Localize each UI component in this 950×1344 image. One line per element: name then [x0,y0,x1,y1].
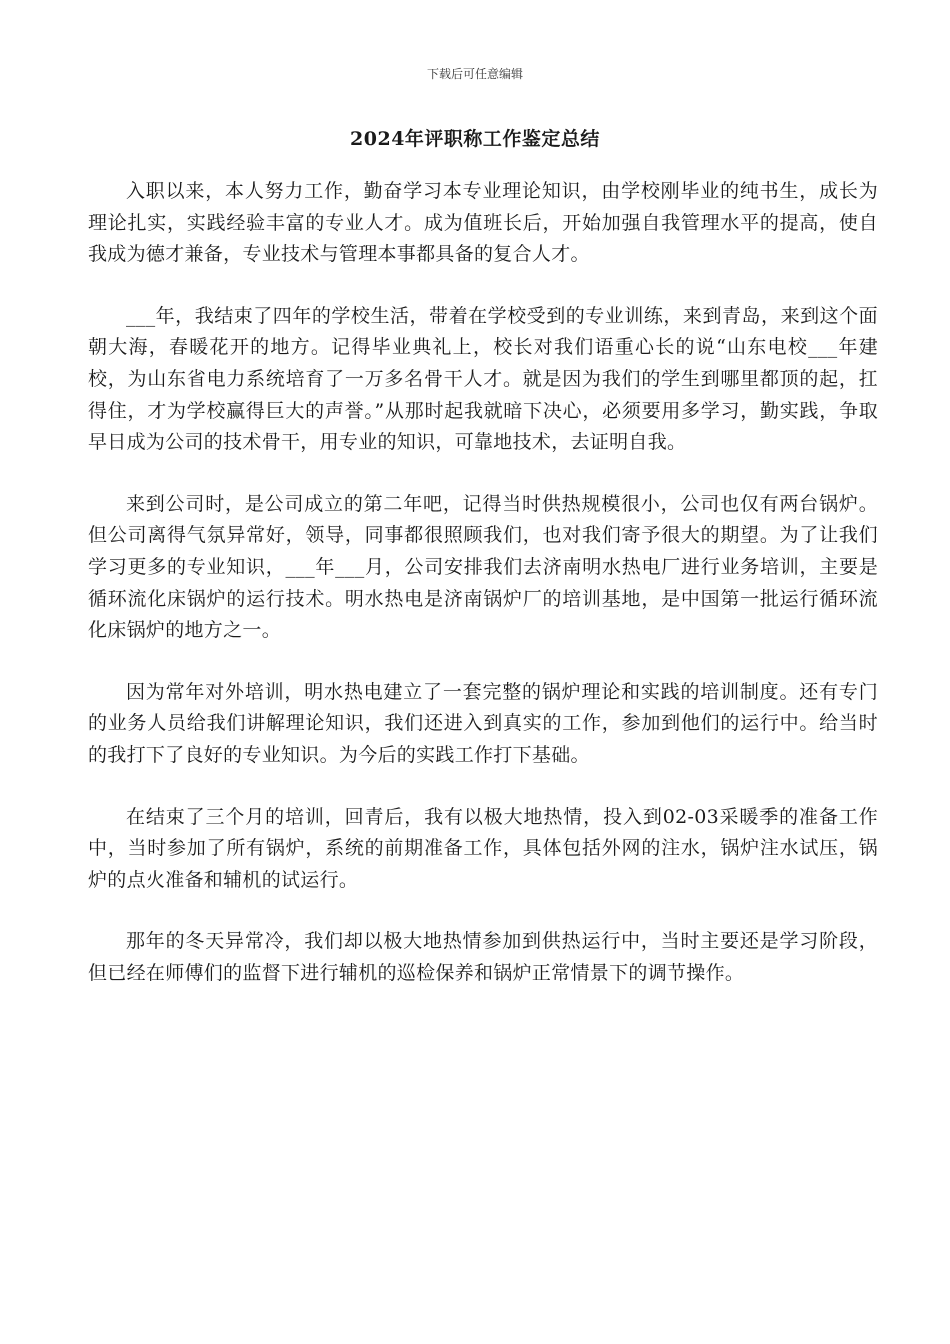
document-title: 2024年评职称工作鉴定总结 [350,128,600,150]
paragraph: 那年的冬天异常冷，我们却以极大地热情参加到供热运行中，当时主要还是学习阶段，但已经在师傅们的监督下进行辅机的巡检保养和锅炉正常情景下的调节操作。 [88,930,878,984]
paragraph: 入职以来，本人努力工作，勤奋学习本专业理论知识，由学校刚毕业的纯书生，成长为理论扎实，实践经验丰富的专业人才。成为值班长后，开始加强自我管理水平的提高，使自我成为德才兼备，专业技术与管理本事都具备的复合人才。 [88,180,878,266]
paragraph: 来到公司时，是公司成立的第二年吧，记得当时供热规模很小，公司也仅有两台锅炉。但公司离得气氛异常好，领导，同事都很照顾我们，也对我们寄予很大的期望。为了让我们学习更多的专业知识，___年___月，公司安排我们去济南明水热电厂进行业务培训，主要是循环流化床锅炉的运行技术。明水热电是济南锅炉厂的培训基地，是中国第一批运行循环流化床锅炉的地方之一。 [88,492,878,642]
document-body [88,176,878,1019]
page-header: 下载后可任意编辑 [426,67,523,81]
paragraph: 因为常年对外培训，明水热电建立了一套完整的锅炉理论和实践的培训制度。还有专门的业务人员给我们讲解理论知识，我们还进入到真实的工作，参加到他们的运行中。给当时的我打下了良好的专业知识。为今后的实践工作打下基础。 [88,680,878,766]
paragraph: ___年，我结束了四年的学校生活，带着在学校受到的专业训练，来到青岛，来到这个面朝大海，春暖花开的地方。记得毕业典礼上，校长对我们语重心长的说“山东电校___年建校，为山东省电力系统培育了一万多名骨干人才。就是因为我们的学生到哪里都顶的起，扛得住，才为学校赢得巨大的声誉。”从那时起我就暗下决心，必须要用多学习，勤实践，争取早日成为公司的技术骨干，用专业的知识，可靠地技术，去证明自我。 [88,304,878,454]
paragraph: 在结束了三个月的培训，回青后，我有以极大地热情，投入到02-03采暖季的准备工作中，当时参加了所有锅炉，系统的前期准备工作，具体包括外网的注水，锅炉注水试压，锅炉的点火准备和辅机的试运行。 [88,805,878,891]
